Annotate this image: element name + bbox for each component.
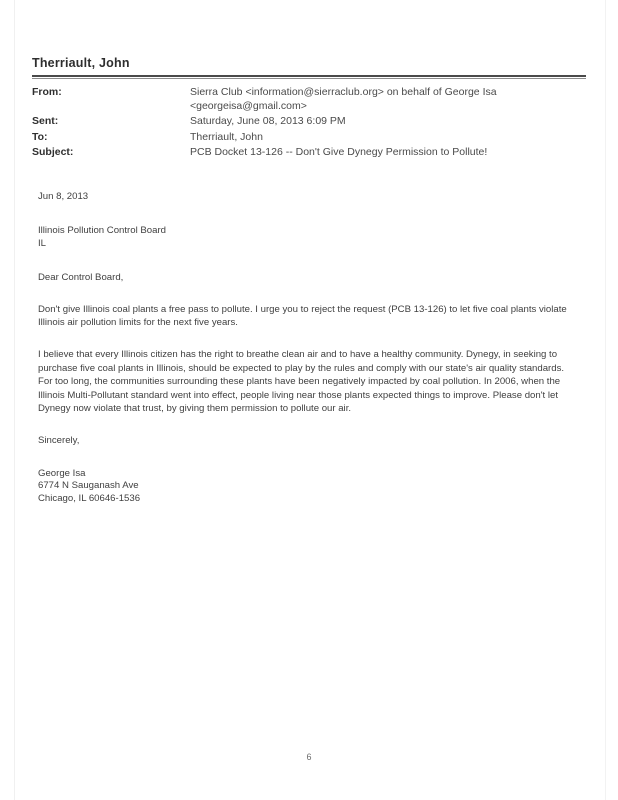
letter-paragraph-1: Don't give Illinois coal plants a free pass to pollute. I urge you to reject the request (PCB 13-126) to let five coal plants violate Illinois air pollution limits for the next five years. (38, 303, 567, 328)
field-value-from-line2: <georgeisa@gmail.com> (190, 99, 307, 112)
field-label-from: From: (32, 86, 62, 98)
email-recipient-header: Therriault, John (32, 56, 130, 70)
letter-signature-block (38, 468, 578, 506)
field-label-to: To: (32, 130, 48, 143)
signer-name: George Isa (38, 467, 86, 479)
signer-street-address: 6774 N Sauganash Ave (38, 480, 139, 492)
field-value-from-line1: Sierra Club <information@sierraclub.org> on behalf of George Isa (190, 86, 497, 98)
address-line-2: IL (38, 237, 47, 249)
field-label-subject: Subject: (32, 146, 74, 158)
letter-salutation: Dear Control Board, (38, 272, 124, 284)
field-row-sent (32, 115, 586, 129)
header-divider-thin (32, 78, 586, 79)
scan-edge-left (14, 0, 15, 800)
scan-edge-right (605, 0, 606, 800)
letter-closing: Sincerely, (38, 435, 80, 447)
letter-recipient-address (38, 225, 578, 250)
field-row-from (32, 86, 586, 113)
letter-date: Jun 8, 2013 (38, 191, 89, 202)
signer-city-state-zip: Chicago, IL 60646-1536 (38, 492, 141, 504)
field-value-subject: PCB Docket 13-126 -- Don't Give Dynegy Permission to Pollute! (190, 146, 488, 158)
letter-body (38, 190, 578, 505)
address-line-1: Illinois Pollution Control Board (38, 225, 166, 237)
email-header-fields (32, 86, 586, 162)
letter-paragraph-2: I believe that every Illinois citizen has the right to breathe clean air and to have a healthy community. Dynegy, in seeking to purchase five coal plants in Illinois, should be expected to play by the rules and comply with our state's air quality standards. For too long, the communities surrounding these plants have been negatively impacted by coal pollution. In 2006, when the Illinois Multi-Pollutant standard went into effect, people living near those plants expected things to improve. Please don't let Dynegy now violate that trust, by giving them permission to pollute our air. (38, 349, 565, 415)
field-value-to: Therriault, John (190, 130, 263, 143)
page-number: 6 (306, 752, 312, 762)
field-value-sent: Saturday, June 08, 2013 6:09 PM (190, 115, 346, 127)
field-row-to (32, 131, 586, 145)
field-row-subject (32, 146, 586, 160)
field-value-from (190, 86, 586, 113)
header-divider-thick (32, 75, 586, 77)
field-label-sent: Sent: (32, 115, 59, 127)
